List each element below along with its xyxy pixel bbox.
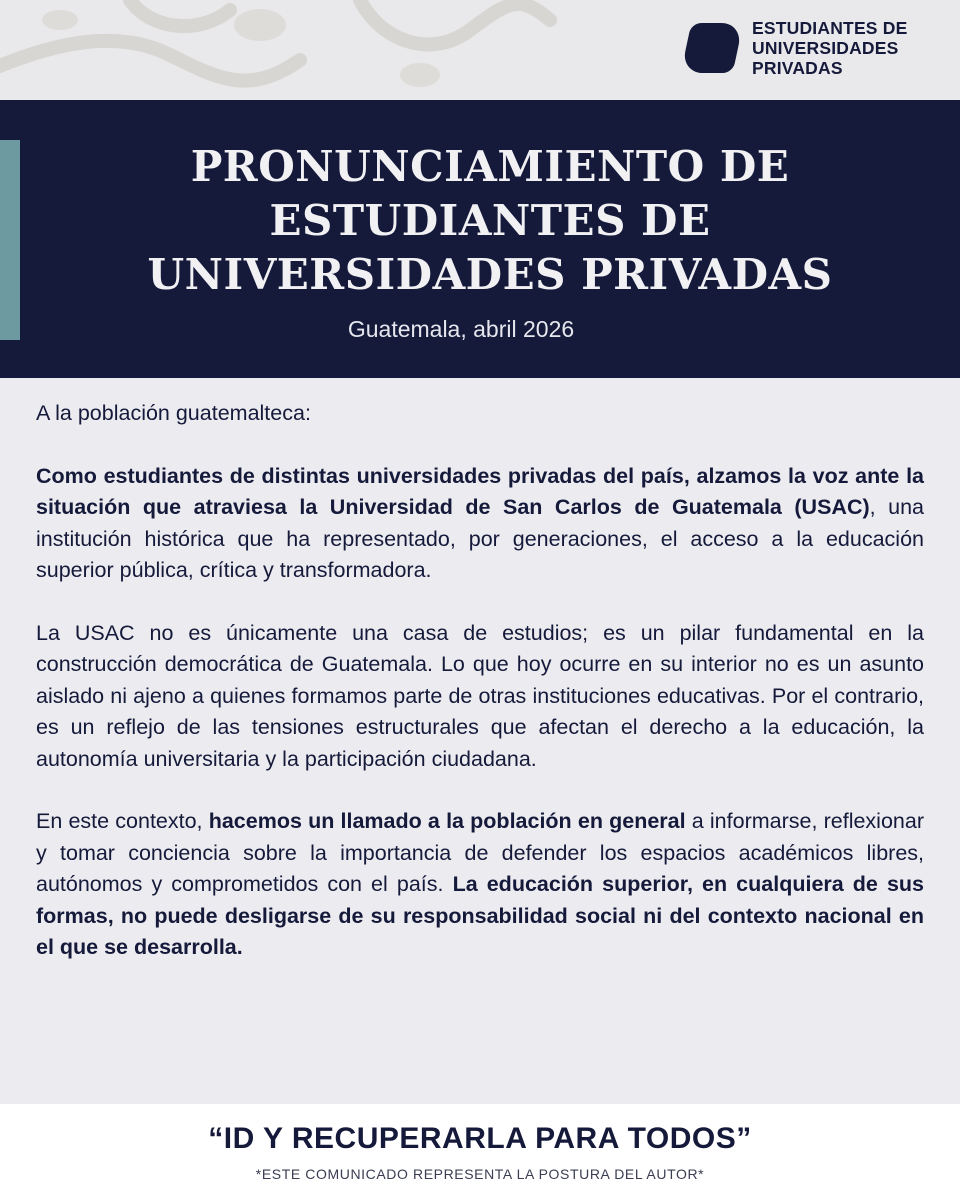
title-line-1: PRONUNCIAMIENTO DE (190, 142, 790, 191)
page-title (60, 140, 920, 302)
paragraph-3 (36, 806, 924, 964)
brand-line-3: PRIVADAS (752, 58, 843, 78)
paragraph-3-middle: a informarse, reflexionar y tomar conciencia sobre la importancia de defender los espacios académicos libres, autónomos y comprometidos con el país. (36, 809, 924, 896)
brand-line-1: ESTUDIANTES DE (752, 18, 908, 38)
paragraph-3-bold-2: La educación superior, en cualquiera de sus formas, no puede desligarse de su responsabilidad social ni del contexto nacional en el que se desarrolla. (36, 872, 925, 959)
top-band (0, 0, 960, 100)
slogan: “ID Y RECUPERARLA PARA TODOS” (208, 1122, 752, 1155)
disclaimer: *ESTE COMUNICADO REPRESENTA LA POSTURA DEL AUTOR* (255, 1166, 705, 1182)
footer (0, 1104, 960, 1200)
paragraph-3-bold-1: hacemos un llamado a la población en general (208, 809, 686, 833)
title-line-2: ESTUDIANTES DE (269, 196, 711, 245)
paragraph-1 (36, 461, 924, 587)
statement-body (36, 398, 924, 964)
floral-ornament-icon (0, 0, 560, 100)
brand-logo (686, 18, 907, 78)
paragraph-1-bold: Como estudiantes de distintas universidades privadas del país, alzamos la voz ante la situación que atraviesa la Universidad de San Carlos de Guatemala (USAC) (36, 463, 924, 519)
paragraph-3-intro: En este contexto, (36, 809, 209, 833)
accent-bar (0, 140, 20, 340)
brand-line-2: UNIVERSIDADES (752, 38, 899, 58)
paragraph-1-rest: , una institución histórica que ha representado, por generaciones, el acceso a la educación superior pública, crítica y transformadora. (36, 495, 924, 582)
paragraph-2: La USAC no es únicamente una casa de estudios; es un pilar fundamental en la construcción democrática de Guatemala. Lo que hoy ocurre en su interior no es un asunto aislado ni ajeno a quienes formamos parte de otras instituciones educativas. Por el contrario, es un reflejo de las tensiones estructurales que afectan el derecho a la educación, la autonomía universitaria y la participación ciudadana. (36, 620, 924, 771)
title-line-3: UNIVERSIDADES PRIVADAS (147, 250, 833, 299)
salutation: A la población guatemalteca: (36, 401, 311, 425)
brand-name (752, 18, 907, 78)
date-location: Guatemala, abril 2026 (347, 316, 575, 342)
brand-logo-icon (681, 23, 744, 73)
title-banner (0, 100, 960, 378)
